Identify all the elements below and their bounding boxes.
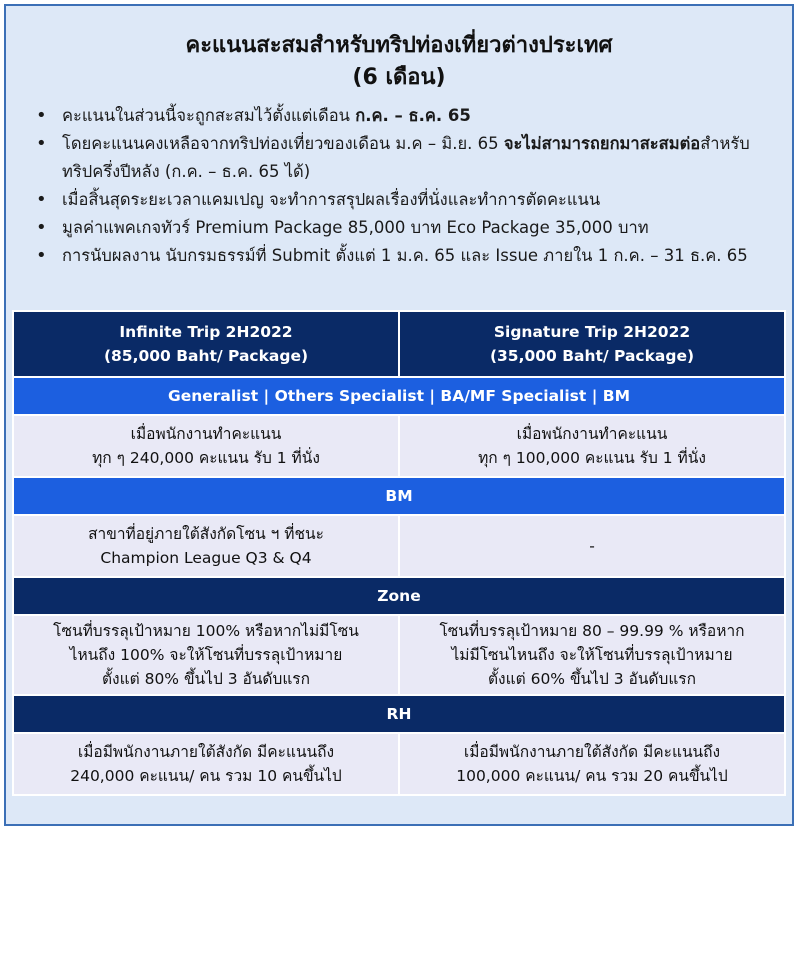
section-label: BM [13, 477, 785, 515]
header-signature-trip: Signature Trip 2H2022 (35,000 Baht/ Package) [399, 311, 785, 377]
section-row-generalist [13, 377, 785, 415]
page-title [6, 30, 792, 94]
bullet-2: • โดยคะแนนคงเหลือจากทริปท่องเที่ยวของเดือน ม.ค – มิ.ย. 65 จะไม่สามารถยกมาสะสมต่อสำหรับทริปครึ่งปีหลัง (ก.ค. – ธ.ค. 65 ได้) [34, 130, 766, 186]
table-row [13, 515, 785, 577]
cell-right: - [399, 515, 785, 577]
title-line-1: คะแนนสะสมสำหรับทริปท่องเที่ยวต่างประเทศ [185, 33, 613, 58]
bullet-4: • มูลค่าแพคเกจทัวร์ Premium Package 85,000 บาท Eco Package 35,000 บาท [34, 214, 766, 242]
title-line-2: (6 เดือน) [352, 65, 446, 90]
section-label: Zone [13, 577, 785, 615]
section-label: RH [13, 695, 785, 733]
table-header-row [13, 311, 785, 377]
table-row [13, 415, 785, 477]
conditions-list [6, 102, 792, 270]
section-label: Generalist | Others Specialist | BA/MF Specialist | BM [13, 377, 785, 415]
header-infinite-trip: Infinite Trip 2H2022 (85,000 Baht/ Package) [13, 311, 399, 377]
cell-right: เมื่อพนักงานทำคะแนน ทุก ๆ 100,000 คะแนน รับ 1 ที่นั่ง [399, 415, 785, 477]
cell-right: เมื่อมีพนักงานภายใต้สังกัด มีคะแนนถึง 100,000 คะแนน/ คน รวม 20 คนขึ้นไป [399, 733, 785, 795]
bullet-1: • คะแนนในส่วนนี้จะถูกสะสมไว้ตั้งแต่เดือน ก.ค. – ธ.ค. 65 [34, 102, 766, 130]
bullet-3: • เมื่อสิ้นสุดระยะเวลาแคมเปญ จะทำการสรุปผลเรื่องที่นั่งและทำการตัดคะแนน [34, 186, 766, 214]
trip-criteria-table [12, 310, 786, 796]
section-row-zone [13, 577, 785, 615]
cell-left: เมื่อมีพนักงานภายใต้สังกัด มีคะแนนถึง 240,000 คะแนน/ คน รวม 10 คนขึ้นไป [13, 733, 399, 795]
section-row-rh [13, 695, 785, 733]
cell-left: โซนที่บรรลุเป้าหมาย 100% หรือหากไม่มีโซน ไหนถึง 100% จะให้โซนที่บรรลุเป้าหมาย ตั้งแต่ 80% ขึ้นไป 3 อันดับแรก [13, 615, 399, 695]
bullet-5: • การนับผลงาน นับกรมธรรม์ที่ Submit ตั้งแต่ 1 ม.ค. 65 และ Issue ภายใน 1 ก.ค. – 31 ธ.ค. 65 [34, 242, 766, 270]
table-row [13, 733, 785, 795]
table-row [13, 615, 785, 695]
cell-left: เมื่อพนักงานทำคะแนน ทุก ๆ 240,000 คะแนน รับ 1 ที่นั่ง [13, 415, 399, 477]
cell-left: สาขาที่อยู่ภายใต้สังกัดโซน ฯ ที่ชนะ Champion League Q3 & Q4 [13, 515, 399, 577]
section-row-bm [13, 477, 785, 515]
cell-right: โซนที่บรรลุเป้าหมาย 80 – 99.99 % หรือหาก ไม่มีโซนไหนถึง จะให้โซนที่บรรลุเป้าหมาย ตั้งแต่ 60% ขึ้นไป 3 อันดับแรก [399, 615, 785, 695]
